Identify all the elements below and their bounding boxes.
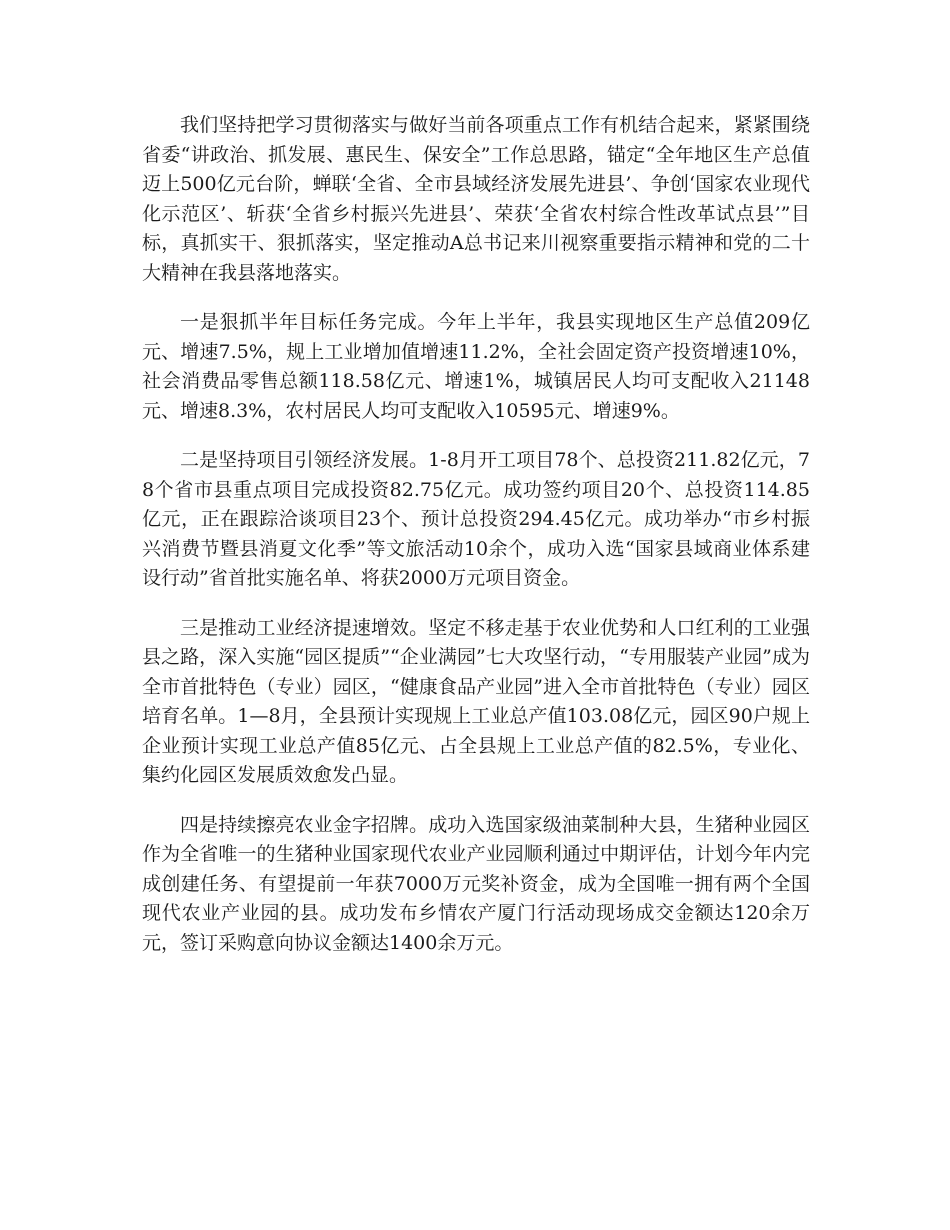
paragraph-intro: 我们坚持把学习贯彻落实与做好当前各项重点工作有机结合起来，紧紧围绕省委“讲政治、抓发展、惠民生、保安全”工作总思路，锚定“全年地区生产总值迈上500亿元台阶，蝉联‘全省、全市县域经济发展先进县’、争创‘国家农业现代化示范区’、斩获‘全省乡村振兴先进县’、荣获‘全省农村综合性改革试点县’”目标，真抓实干、狠抓落实，坚定推动A总书记来川视察重要指示精神和党的二十大精神在我县落地落实。 (142, 114, 810, 284)
paragraph-industry: 三是推动工业经济提速增效。坚定不移走基于农业优势和人口红利的工业强县之路，深入实施“园区提质”“企业满园”七大攻坚行动，“专用服装产业园”成为全市首批特色（专业）园区，“健康食品产业园”进入全市首批特色（专业）园区培育名单。1—8月，全县预计实现规上工业总产值103.08亿元，园区90户规上企业预计实现工业总产值85亿元、占全县规上工业总产值的82.5%，专业化、集约化园区发展质效愈发凸显。 (142, 616, 810, 786)
paragraph-projects: 二是坚持项目引领经济发展。1-8月开工项目78个、总投资211.82亿元，78个省市县重点项目完成投资82.75亿元。成功签约项目20个、总投资114.85亿元，正在跟踪洽谈项目23个、预计总投资294.45亿元。成功举办“市乡村振兴消费节暨县消夏文化季”等文旅活动10余个，成功入选“国家县域商业体系建设行动”省首批实施名单、将获2000万元项目资金。 (142, 449, 810, 589)
document-body (142, 111, 810, 978)
paragraph-half-year-targets: 一是狠抓半年目标任务完成。今年上半年，我县实现地区生产总值209亿元、增速7.5%，规上工业增加值增速11.2%，全社会固定资产投资增速10%，社会消费品零售总额118.58亿元、增速1%，城镇居民人均可支配收入21148元、增速8.3%，农村居民人均可支配收入10595元、增速9%。 (142, 311, 810, 422)
paragraph-agriculture: 四是持续擦亮农业金字招牌。成功入选国家级油菜制种大县，生猪种业园区作为全省唯一的生猪种业国家现代农业产业园顺利通过中期评估，计划今年内完成创建任务、有望提前一年获7000万元奖补资金，成为全国唯一拥有两个全国现代农业产业园的县。成功发布乡情农产厦门行活动现场成交金额达120余万元，签订采购意向协议金额达1400余万元。 (142, 813, 810, 954)
